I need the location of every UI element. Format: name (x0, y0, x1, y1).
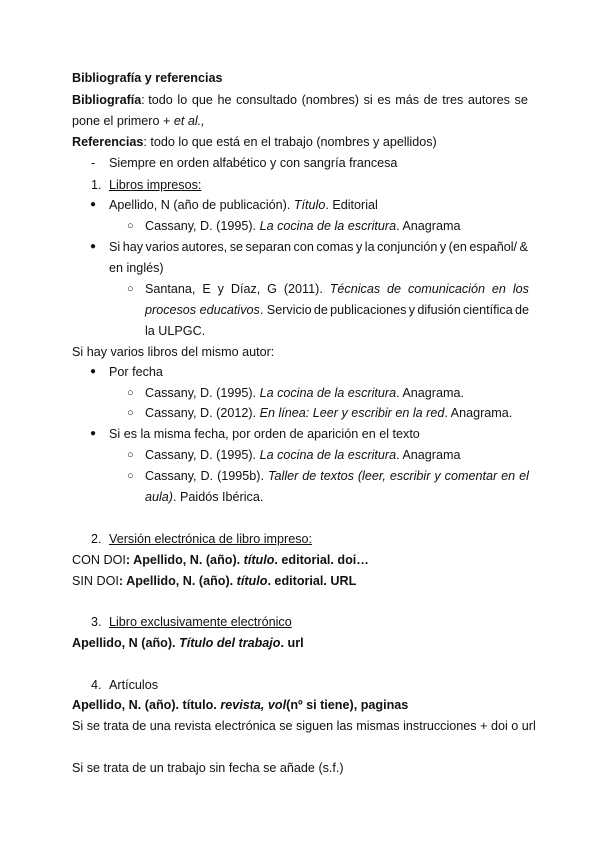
word: y (355, 240, 363, 254)
list-item: Por fecha (109, 365, 163, 379)
word: hay (122, 240, 144, 254)
circle-bullet-icon: ○ (127, 449, 134, 461)
word: (en (448, 240, 467, 254)
word: he (217, 93, 232, 107)
word: textos (320, 469, 354, 483)
word: en (491, 282, 506, 296)
word: (2011). (283, 282, 323, 296)
list-number: 2. (91, 532, 102, 546)
word: autores (467, 93, 510, 107)
word: conjunción (377, 240, 438, 254)
word: lo (177, 93, 188, 107)
word: : todo (141, 93, 173, 107)
paragraph: Si se trata de una revista electrónica se siguen las mismas instrucciones + doi o url (72, 719, 536, 733)
page-title: Bibliografía y referencias (72, 71, 223, 85)
word: (leer, (357, 469, 386, 483)
word: y (217, 282, 224, 296)
example-item-continuation (145, 489, 263, 505)
example-item (145, 447, 461, 463)
text: . url (280, 636, 304, 650)
example-item (145, 385, 464, 401)
text: . Paidós Ibérica. (173, 490, 264, 504)
format-line (72, 552, 369, 568)
word: y (434, 469, 441, 483)
text: Título del trabajo (179, 636, 281, 650)
word: separan (245, 240, 292, 254)
word: es (377, 93, 391, 107)
word: E (202, 282, 211, 296)
section-heading: Artículos (109, 678, 158, 692)
text: procesos educativos (145, 303, 260, 317)
text: CON DOI (72, 553, 126, 567)
text: . Anagrama. (444, 406, 513, 420)
bibliografia-line-1 (72, 92, 528, 108)
word: en (501, 469, 516, 483)
text: . Anagrama. (396, 386, 464, 400)
word: de (387, 282, 402, 296)
text: La cocina de la escritura (259, 219, 397, 233)
text: título (236, 574, 268, 588)
text: . Editorial (325, 198, 378, 212)
word: G (267, 282, 277, 296)
text: Apellido, N (año). (72, 636, 180, 650)
text: : Apellido, N. (año). (118, 574, 237, 588)
bibliografia-line-2 (72, 113, 205, 129)
word: Díaz, (230, 282, 261, 296)
word: de (423, 93, 438, 107)
text: En línea: Leer y escribir en la red (259, 406, 445, 420)
dash-marker: - (91, 156, 96, 170)
word: comas (316, 240, 354, 254)
example-item (145, 468, 529, 484)
section-heading: Libros impresos: (109, 178, 202, 192)
word: Si (109, 240, 121, 254)
text: Cassany, D. (2012). (145, 406, 260, 420)
text: aula) (145, 490, 174, 504)
section-heading: Libro exclusivamente electrónico (109, 615, 292, 629)
word: Técnicas (329, 282, 381, 296)
word: tres (442, 93, 464, 107)
word: y (408, 303, 416, 317)
circle-bullet-icon: ○ (127, 387, 134, 399)
text: : Apellido, N. (año). (125, 553, 244, 567)
word: si (363, 93, 373, 107)
word: Santana, (145, 282, 196, 296)
list-item: Si es la misma fecha, por orden de aparición en el texto (109, 427, 420, 441)
word: los (512, 282, 529, 296)
paragraph: Si hay varios libros del mismo autor: (72, 345, 275, 359)
bullet-icon: ● (90, 428, 97, 439)
word: publicaciones (330, 303, 407, 317)
text: : todo lo que está en el trabajo (nombres y apellidos) (143, 135, 437, 149)
word: el (519, 469, 529, 483)
circle-bullet-icon: ○ (127, 220, 134, 232)
text: pone el primero + (72, 114, 174, 128)
word: científica (463, 303, 513, 317)
example-item (145, 281, 529, 297)
paragraph: Si se trata de un trabajo sin fecha se añade (s.f.) (72, 761, 344, 775)
word: que (191, 93, 213, 107)
example-item-continuation (145, 302, 529, 318)
text: Cassany, D. (1995). (145, 219, 260, 233)
text: SIN DOI (72, 574, 119, 588)
list-item (109, 197, 378, 213)
bullet-icon: ● (90, 199, 97, 210)
et-al-text: et al., (173, 114, 205, 128)
list-number: 4. (91, 678, 102, 692)
word: se (514, 93, 528, 107)
word: y (439, 240, 447, 254)
circle-bullet-icon: ○ (127, 407, 134, 419)
text: Cassany, D. (1995). (145, 386, 260, 400)
word: más (395, 93, 420, 107)
word: español/ (469, 240, 518, 254)
word: autores, (181, 240, 228, 254)
word: Cassany, (145, 469, 197, 483)
list-number: 1. (91, 178, 102, 192)
text: Apellido, N. (año). título. (72, 698, 221, 712)
text: La cocina de la escritura (259, 386, 397, 400)
word: & (519, 240, 528, 254)
text: Título (293, 198, 326, 212)
word: de (514, 303, 529, 317)
word: con (293, 240, 314, 254)
bullet-icon: ● (90, 366, 97, 377)
text: Cassany, D. (1995). (145, 448, 260, 462)
word: D. (200, 469, 214, 483)
list-item (109, 239, 528, 255)
bibliografia-label: Bibliografía (72, 93, 142, 107)
format-line (72, 697, 408, 713)
format-line (72, 573, 356, 589)
section-heading: Versión electrónica de libro impreso: (109, 532, 313, 546)
example-item (145, 218, 461, 234)
word: escribir (389, 469, 431, 483)
word: de (302, 469, 317, 483)
word: difusión (417, 303, 461, 317)
word: (nombres) (301, 93, 359, 107)
word: (1995b). (217, 469, 265, 483)
referencias-label: Referencias (72, 135, 144, 149)
text: título (243, 553, 275, 567)
referencias-line (72, 134, 437, 150)
word: . Servicio (259, 303, 312, 317)
format-line (72, 635, 304, 651)
word: se (229, 240, 243, 254)
list-item-continuation: en inglés) (109, 261, 164, 275)
text: La cocina de la escritura (259, 448, 397, 462)
dash-item: Siempre en orden alfabético y con sangría francesa (109, 156, 398, 170)
word: Taller (267, 469, 299, 483)
word: comentar (444, 469, 498, 483)
word: de (313, 303, 328, 317)
circle-bullet-icon: ○ (127, 470, 134, 482)
text: . editorial. URL (267, 574, 357, 588)
word: comunicación (407, 282, 485, 296)
example-item-continuation: la ULPGC. (145, 324, 206, 338)
text: . Anagrama (396, 219, 461, 233)
word: la (364, 240, 375, 254)
example-item (145, 405, 512, 421)
text: (nº si tiene), paginas (286, 698, 409, 712)
bullet-icon: ● (90, 241, 97, 252)
word: varios (145, 240, 180, 254)
text: . editorial. doi… (274, 553, 369, 567)
text: . Anagrama (396, 448, 461, 462)
word: consultado (236, 93, 297, 107)
circle-bullet-icon: ○ (127, 283, 134, 295)
text: Apellido, N (año de publicación). (109, 198, 294, 212)
list-number: 3. (91, 615, 102, 629)
text: revista, vol (220, 698, 287, 712)
